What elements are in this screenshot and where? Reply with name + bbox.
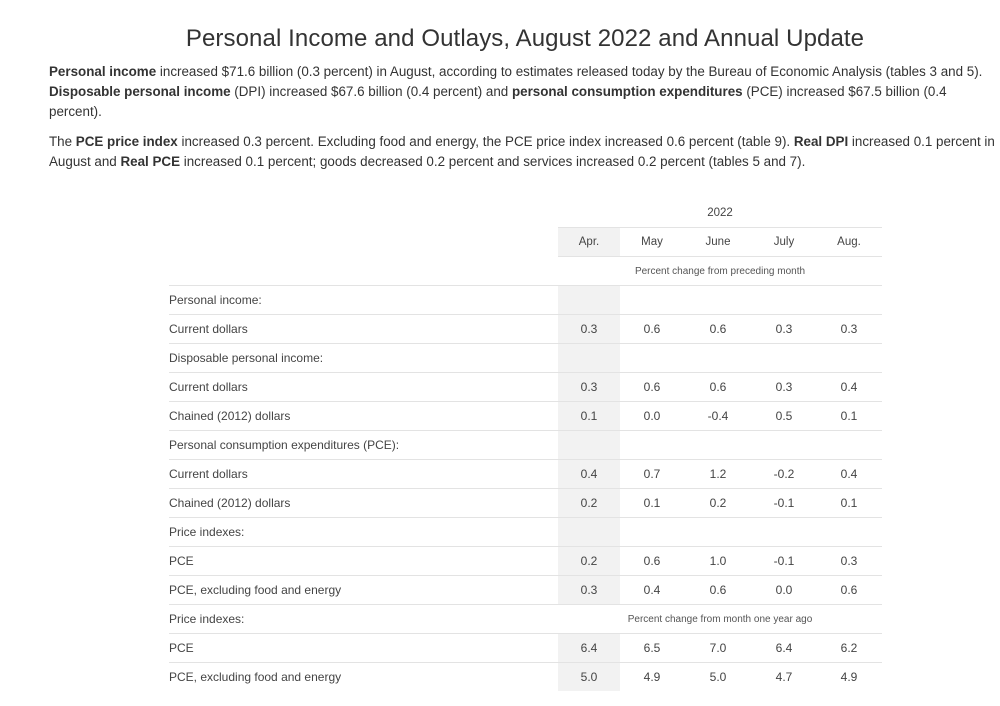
cell: [169, 257, 558, 286]
cell: [816, 518, 882, 547]
cell: [169, 228, 558, 257]
cell: [620, 518, 684, 547]
month-header: June: [684, 228, 752, 257]
cell: [752, 431, 816, 460]
section-label: Price indexes:: [169, 518, 558, 547]
row-label: Current dollars: [169, 373, 558, 402]
cell: [620, 286, 684, 315]
text: (DPI) increased $67.6 billion (0.4 percent) and: [230, 84, 512, 99]
cell: 7.0: [684, 634, 752, 663]
cell: 1.0: [684, 547, 752, 576]
month-header: July: [752, 228, 816, 257]
table-row: [169, 373, 882, 402]
cell: 0.0: [752, 576, 816, 605]
table-row: [169, 576, 882, 605]
cell: [684, 431, 752, 460]
cell: [558, 286, 620, 315]
cell: [558, 518, 620, 547]
cell: [684, 344, 752, 373]
term-real-pce: Real PCE: [120, 154, 181, 169]
table-row: [169, 489, 882, 518]
cell: 0.1: [558, 402, 620, 431]
cell: 0.6: [684, 576, 752, 605]
table-row: [169, 460, 882, 489]
section-header-row: [169, 344, 882, 373]
cell: 0.6: [620, 315, 684, 344]
month-header: May: [620, 228, 684, 257]
table-note: Percent change from preceding month: [558, 257, 882, 286]
cell: 0.2: [558, 489, 620, 518]
month-header: Aug.: [816, 228, 882, 257]
cell: 0.2: [558, 547, 620, 576]
section-label: Disposable personal income:: [169, 344, 558, 373]
cell: 0.7: [620, 460, 684, 489]
table-row: [169, 634, 882, 663]
cell: 6.4: [558, 634, 620, 663]
cell: 1.2: [684, 460, 752, 489]
section-header-row: [169, 286, 882, 315]
section-header-row: [169, 431, 882, 460]
cell: 0.6: [620, 547, 684, 576]
cell: -0.1: [752, 489, 816, 518]
table-month-row: [169, 228, 882, 257]
cell: [816, 286, 882, 315]
cell: 0.3: [558, 576, 620, 605]
cell: -0.4: [684, 402, 752, 431]
cell: 0.4: [816, 460, 882, 489]
section-label: Personal consumption expenditures (PCE):: [169, 431, 558, 460]
table-note-row: [169, 257, 882, 286]
row-label: PCE, excluding food and energy: [169, 663, 558, 692]
table-year-row: [169, 199, 882, 228]
year-header: 2022: [558, 199, 882, 228]
row-label: Current dollars: [169, 315, 558, 344]
term-pce-price-index: PCE price index: [75, 134, 178, 149]
text: increased 0.1 percent; goods decreased 0.2 percent and services increased 0.2 percent (tables 5 and 7).: [180, 154, 806, 169]
cell: -0.1: [752, 547, 816, 576]
text: (PCE) increased $67.5 billion (0.4 percent).: [49, 84, 947, 119]
row-label: PCE: [169, 547, 558, 576]
cell: 0.0: [620, 402, 684, 431]
term-pce: personal consumption expenditures: [511, 84, 743, 99]
cell: 0.3: [752, 315, 816, 344]
cell: 0.6: [816, 576, 882, 605]
cell: [684, 286, 752, 315]
cell: 0.6: [684, 315, 752, 344]
cell: 6.2: [816, 634, 882, 663]
cell: 4.9: [620, 663, 684, 692]
data-table: [169, 199, 882, 691]
page-title: Personal Income and Outlays, August 2022 and Annual Update: [185, 25, 865, 53]
cell: 5.0: [558, 663, 620, 692]
cell: 0.3: [558, 373, 620, 402]
term-dpi: Disposable personal income: [49, 84, 231, 99]
cell: 0.1: [620, 489, 684, 518]
term-personal-income: Personal income: [49, 64, 157, 79]
cell: 6.4: [752, 634, 816, 663]
summary-paragraph-2: [49, 132, 999, 172]
cell: [558, 431, 620, 460]
cell: 0.3: [752, 373, 816, 402]
month-header: Apr.: [558, 228, 620, 257]
cell: 0.1: [816, 489, 882, 518]
cell: 0.4: [558, 460, 620, 489]
cell: [752, 344, 816, 373]
table-row: [169, 315, 882, 344]
cell: 0.4: [620, 576, 684, 605]
cell: 4.7: [752, 663, 816, 692]
row-label: PCE: [169, 634, 558, 663]
cell: 0.3: [558, 315, 620, 344]
section-header-row: [169, 518, 882, 547]
cell: 0.2: [684, 489, 752, 518]
cell: [816, 431, 882, 460]
section-header-row: [169, 605, 882, 634]
cell: 0.3: [816, 315, 882, 344]
text: The: [49, 134, 76, 149]
cell: [620, 344, 684, 373]
table-row: [169, 663, 882, 692]
summary-paragraph-1: [49, 62, 999, 122]
cell: [558, 344, 620, 373]
text: increased 0.1 percent in August and: [49, 134, 995, 169]
text: increased 0.3 percent. Excluding food and energy, the PCE price index increased 0.6 percent (table 9).: [177, 134, 794, 149]
cell: [816, 344, 882, 373]
cell: 0.5: [752, 402, 816, 431]
cell: [169, 199, 558, 228]
text: increased $71.6 billion (0.3 percent) in August, according to estimates released today by the Bureau of Economic Analysis (tables 3 and 5).: [156, 64, 983, 79]
cell: [752, 286, 816, 315]
cell: 4.9: [816, 663, 882, 692]
section-label: Price indexes:: [169, 605, 558, 634]
table-note: Percent change from month one year ago: [558, 605, 882, 634]
row-label: Chained (2012) dollars: [169, 402, 558, 431]
cell: 0.6: [684, 373, 752, 402]
cell: 0.3: [816, 547, 882, 576]
cell: 0.4: [816, 373, 882, 402]
row-label: Chained (2012) dollars: [169, 489, 558, 518]
table-row: [169, 402, 882, 431]
row-label: Current dollars: [169, 460, 558, 489]
cell: 0.6: [620, 373, 684, 402]
cell: 0.1: [816, 402, 882, 431]
cell: -0.2: [752, 460, 816, 489]
cell: [620, 431, 684, 460]
section-label: Personal income:: [169, 286, 558, 315]
row-label: PCE, excluding food and energy: [169, 576, 558, 605]
cell: 6.5: [620, 634, 684, 663]
cell: [684, 518, 752, 547]
table-row: [169, 547, 882, 576]
cell: 5.0: [684, 663, 752, 692]
term-real-dpi: Real DPI: [793, 134, 849, 149]
cell: [752, 518, 816, 547]
